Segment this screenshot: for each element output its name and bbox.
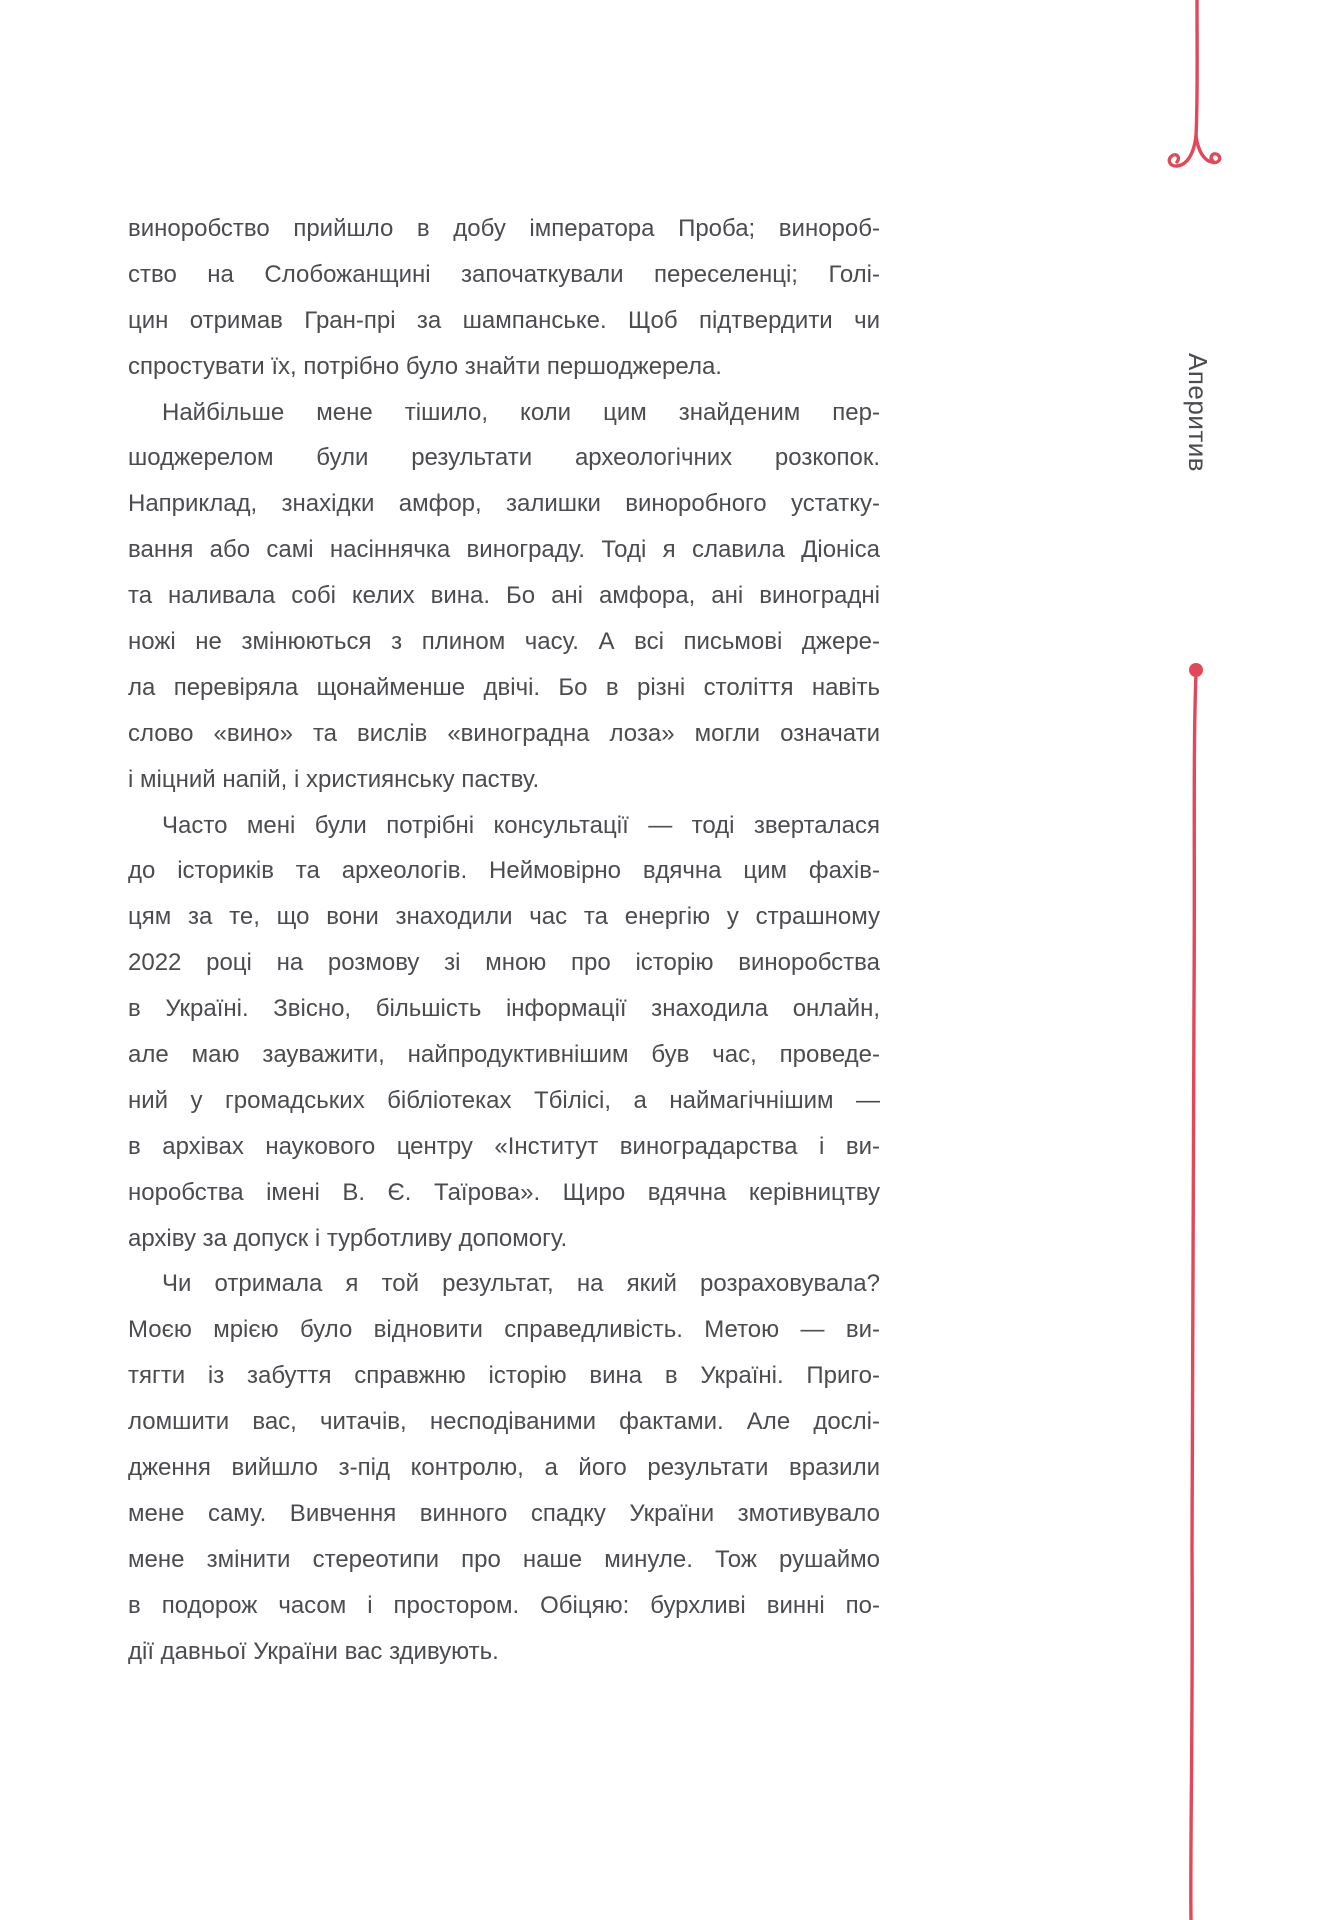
text-line: ломшити вас, читачів, несподіваними фактами. Але дослі- <box>128 1408 880 1436</box>
text-line: але маю зауважити, найпродуктивнішим був час, проведе- <box>128 1041 880 1069</box>
text-line: до істориків та археологів. Неймовірно вдячна цим фахів- <box>128 857 880 885</box>
text-line: дії давньої України вас здивують. <box>128 1637 499 1665</box>
text-line: і міцний напій, і християнську паству. <box>128 765 540 793</box>
text-line: мене саму. Вивчення винного спадку України змотивувало <box>128 1499 880 1527</box>
text-line: та наливала собі келих вина. Бо ані амфора, ані виноградні <box>128 582 880 610</box>
text-line: слово «вино» та вислів «виноградна лоза» могли означати <box>128 719 880 747</box>
text-line: виноробство прийшло в добу імператора Проба; винороб- <box>128 215 880 242</box>
chapter-margin-label: Аперитив <box>1183 353 1213 473</box>
text-line: ство на Слобожанщині започаткували переселенці; Голі- <box>128 260 880 288</box>
text-line: ний у громадських бібліотеках Тбілісі, а наймагічнішим — <box>128 1086 880 1114</box>
text-line: цин отримав Гран-прі за шампанське. Щоб підтвердити чи <box>128 306 880 334</box>
text-line: шоджерелом були результати археологічних розкопок. <box>128 444 880 472</box>
text-line: тягти із забуття справжню історію вина в Україні. Приго- <box>128 1362 880 1390</box>
text-line: ножі не змінюються з плином часу. А всі письмові джере- <box>128 628 880 656</box>
text-line: Моєю мрією було відновити справедливість. Метою — ви- <box>128 1316 880 1344</box>
text-line: Чи отримала я той результат, на який розраховувала? <box>162 1270 880 1298</box>
text-line: Часто мені були потрібні консультації — тоді зверталася <box>162 811 880 839</box>
text-line: Найбільше мене тішило, коли цим знайденим пер- <box>162 398 880 426</box>
text-line: норобства імені В. Є. Таїрова». Щиро вдячна керівництву <box>128 1178 880 1206</box>
text-line: цям за те, що вони знаходили час та енергію у страшному <box>128 903 880 931</box>
text-column <box>128 206 880 1675</box>
vine-tendril-ornament-icon <box>1162 0 1232 190</box>
side-rule-with-dot-icon <box>1170 660 1214 1920</box>
text-line: в Україні. Звісно, більшість інформації знаходила онлайн, <box>128 995 880 1023</box>
text-line: спростувати їх, потрібно було знайти першоджерела. <box>128 352 722 380</box>
text-line: Наприклад, знахідки амфор, залишки виноробного устатку- <box>128 490 880 518</box>
text-line: вання або самі насіннячка винограду. Тоді я славила Діоніса <box>128 536 880 564</box>
text-line: в подорож часом і простором. Обіцяю: бурхливі винні по- <box>128 1591 880 1619</box>
text-line: в архівах наукового центру «Інститут виноградарства і ви- <box>128 1132 880 1160</box>
text-line: ла перевіряла щонайменше двічі. Бо в різні століття навіть <box>128 673 880 701</box>
text-line: архіву за допуск і турботливу допомогу. <box>128 1224 568 1252</box>
text-line: дження вийшло з-під контролю, а його результати вразили <box>128 1454 880 1482</box>
text-line: 2022 році на розмову зі мною про історію виноробства <box>128 949 880 977</box>
text-line: мене змінити стереотипи про наше минуле. Тож рушаймо <box>128 1545 880 1573</box>
